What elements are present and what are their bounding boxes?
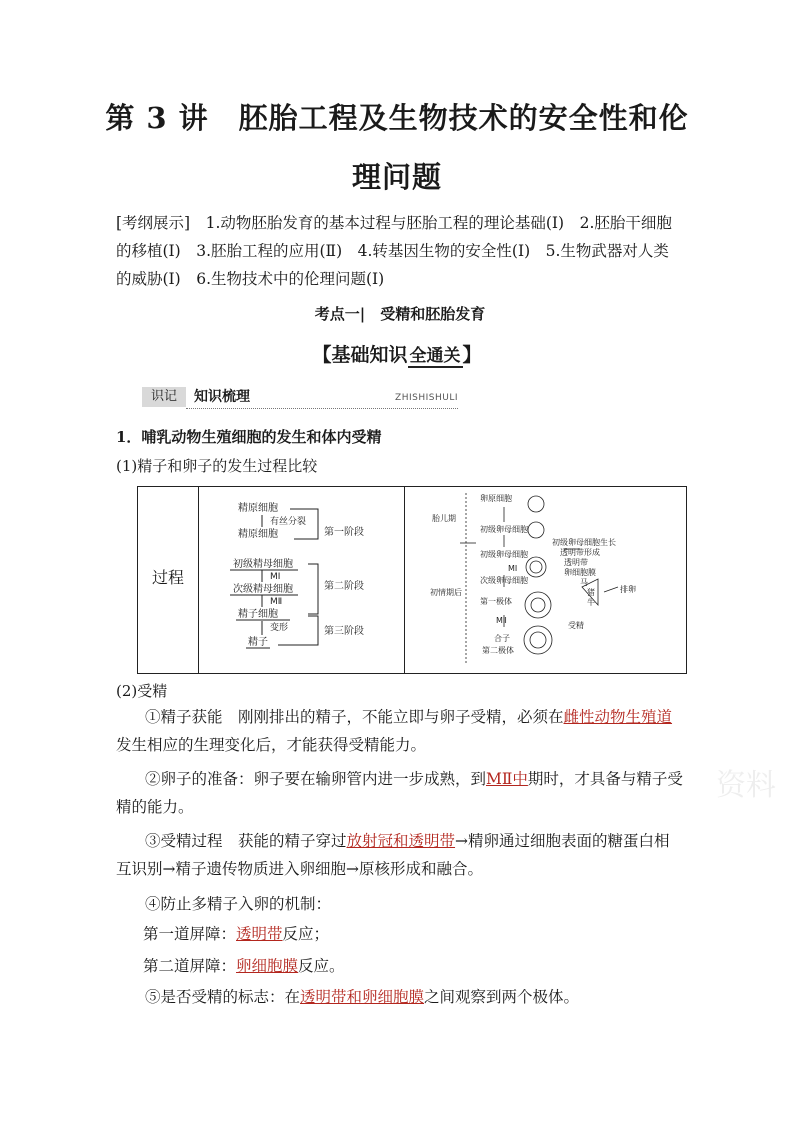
- syllabus-outline: [考纲展示] 1.动物胚胎发育的基本过程与胚胎工程的理论基础(Ⅰ) 2.胚胎干细胞的移植(Ⅰ) 3.胚胎工程的应用(Ⅱ) 4.转基因生物的安全性(Ⅰ) 5.生物武器对人类的威胁(Ⅰ) 6.生物技术中的伦理问题(Ⅰ): [116, 214, 672, 288]
- egg-side-1: 初级卵母细胞生长: [552, 538, 616, 547]
- tag-divider: [186, 408, 458, 409]
- item-5-answer: 透明带和卵细胞膜: [300, 988, 425, 1006]
- stage-2: 第二阶段: [324, 581, 364, 592]
- sperm-diagram-cell: [198, 487, 405, 673]
- item-5-text-b: 之间观察到两个极体。: [424, 988, 580, 1006]
- sperm-cell-1: 精原细胞: [238, 503, 278, 514]
- sperm-cell-2: 精原细胞: [238, 529, 278, 540]
- egg-side-6: 猪: [587, 588, 595, 597]
- heading-1: 1．哺乳动物生殖细胞的发生和体内受精: [116, 428, 382, 446]
- arrow-label-2: MⅠ: [270, 572, 281, 582]
- banner-right: 】: [462, 344, 482, 366]
- item-1-text-a: ①精子获能 刚刚排出的精子，不能立即与卵子受精，必须在: [145, 708, 564, 726]
- barrier-1-text-a: 第一道屏障：: [143, 925, 237, 943]
- barrier-1: [143, 920, 683, 948]
- arrow-label-1: 有丝分裂: [270, 517, 307, 527]
- egg-period-1: 胎儿期: [432, 514, 456, 523]
- egg-diagram: [404, 487, 686, 673]
- egg-side-4: 卵细胞膜: [564, 568, 596, 577]
- table-label-cell: [138, 487, 199, 673]
- item-3-text-a: ③受精过程 获能的精子穿过: [145, 832, 347, 850]
- section-tag: [142, 387, 458, 409]
- item-3-text-b: →精卵通过细胞表面的糖蛋白相互识别→精子遗传物质进入卵细胞→原核形成和融合。: [116, 832, 670, 878]
- item-5: [116, 983, 684, 1011]
- tag-title: 知识梳理: [194, 389, 250, 405]
- egg-label-1: 卵原细胞: [480, 494, 512, 503]
- item-2-text-b: 期时，才具备与精子受精的能力。: [116, 770, 683, 816]
- barrier-2-answer: 卵细胞膜: [236, 957, 299, 975]
- banner-sub: 全通关: [408, 341, 463, 368]
- section-banner: [0, 340, 794, 368]
- item-3: [116, 827, 684, 883]
- stage-3: 第三阶段: [324, 626, 364, 637]
- barrier-2-text-a: 第二道屏障：: [143, 957, 237, 975]
- sperm-cell-3: 初级精母细胞: [233, 559, 293, 570]
- page-title-line2: 理问题: [351, 160, 442, 194]
- watermark: 资料: [716, 768, 776, 803]
- egg-label-3: 初级卵母细胞: [480, 550, 528, 559]
- tag-label: 识记: [142, 387, 186, 407]
- egg-side-3: 透明带: [564, 558, 588, 567]
- egg-label-4: 次级卵母细胞: [480, 576, 528, 585]
- egg-label-5: 第一极体: [480, 597, 512, 606]
- row-label: 过程: [151, 568, 184, 587]
- egg-side-5: 马: [580, 578, 588, 587]
- item-2-answer: MⅡ中: [486, 770, 528, 788]
- item-2: [116, 765, 684, 821]
- item-2-text-a: ②卵子的准备：卵子要在输卵管内进一步成熟，到: [145, 770, 487, 788]
- barrier-2: [143, 952, 683, 980]
- sperm-diagram: [198, 487, 404, 673]
- egg-side-7: 牛: [587, 598, 595, 607]
- kaodian-heading: 考点一| 受精和胚胎发育: [314, 305, 486, 323]
- sperm-cell-5: 精子细胞: [238, 609, 278, 620]
- egg-label-6: MⅡ: [496, 616, 507, 625]
- egg-label-8: 第二极体: [482, 646, 514, 655]
- arrow-label-4: 变形: [270, 623, 289, 633]
- item-1: [116, 703, 684, 759]
- sperm-cell-6: 精子: [248, 637, 268, 648]
- barrier-1-answer: 透明带: [236, 925, 283, 943]
- arrow-label-3: MⅡ: [270, 597, 283, 607]
- item-4: ④防止多精子入卵的机制：: [145, 895, 332, 913]
- egg-side-9: 受精: [568, 621, 584, 630]
- egg-label-7: 合子: [494, 634, 510, 643]
- egg-side-2: 透明带形成: [560, 548, 600, 557]
- item-1-text-b: 发生相应的生理变化后，才能获得受精能力。: [116, 736, 427, 754]
- banner-left: 【基础知识: [312, 344, 408, 366]
- barrier-1-text-b: 反应；: [282, 925, 330, 943]
- tag-pinyin: ZHISHISHULI: [395, 393, 458, 403]
- stage-1: 第一阶段: [324, 527, 364, 538]
- item-1-answer: 雌性动物生殖道: [563, 708, 673, 726]
- item-5-text-a: ⑤是否受精的标志：在: [145, 988, 301, 1006]
- sperm-cell-4: 次级精母细胞: [233, 584, 293, 595]
- barrier-2-text-b: 反应。: [298, 957, 345, 975]
- item-3-answer: 放射冠和透明带: [346, 832, 456, 850]
- process-table: [137, 486, 687, 674]
- heading-1-2: (2)受精: [116, 682, 168, 700]
- egg-mi: MⅠ: [508, 564, 518, 573]
- egg-period-2: 初情期后: [430, 588, 462, 597]
- page-title-line1: 第 3 讲 胚胎工程及生物技术的安全性和伦: [105, 101, 689, 135]
- egg-diagram-cell: [404, 487, 686, 673]
- egg-label-2: 初级卵母细胞: [480, 525, 528, 534]
- heading-1-1: (1)精子和卵子的发生过程比较: [116, 457, 318, 475]
- egg-side-8: 排卵: [620, 585, 636, 594]
